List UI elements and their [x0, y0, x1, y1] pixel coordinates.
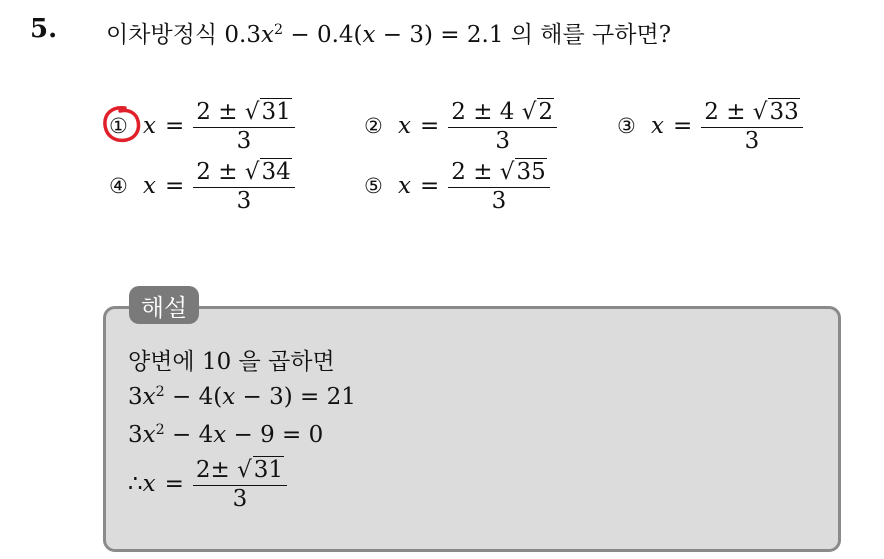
- choice-2[interactable]: [364, 98, 557, 154]
- answer-circle-mark: [101, 103, 143, 145]
- choice-1-var: x: [143, 113, 156, 139]
- solution-line-2: $3x^2 - 4(x - 3) = 21$: [128, 384, 356, 410]
- choice-3-label: ③: [617, 114, 636, 138]
- choice-4-var: x: [143, 173, 156, 199]
- choice-5-equals: =: [419, 173, 440, 199]
- choice-5[interactable]: [364, 158, 550, 214]
- choice-2-equals: =: [419, 113, 440, 139]
- choice-3-fraction: $\frac{2 \pm √33}{3}$: [701, 98, 802, 154]
- choice-1-label: ①: [109, 114, 128, 138]
- choice-2-fraction: $\frac{2 \pm 4 √2}{3}$: [448, 98, 557, 154]
- choice-5-fraction: $\frac{2 \pm √35}{3}$: [448, 158, 549, 214]
- choice-2-var: x: [398, 113, 411, 139]
- solution-line-3: $3x^2 - 4x - 9 = 0$: [128, 422, 324, 448]
- solution-tag: 해설: [129, 286, 199, 324]
- choice-4-fraction: $\frac{2 \pm √34}{3}$: [193, 158, 294, 214]
- choice-1-fraction: $\frac{2 \pm √31}{3}$: [193, 98, 294, 154]
- choice-4-label: ④: [109, 174, 128, 198]
- choice-4-equals: =: [164, 173, 185, 199]
- choice-5-label: ⑤: [364, 174, 383, 198]
- choice-4[interactable]: [109, 158, 295, 214]
- solution-line-1: 양변에 10 을 곱하면: [128, 349, 335, 375]
- choice-2-label: ②: [364, 114, 383, 138]
- choice-3-var: x: [651, 113, 664, 139]
- solution-fraction: $\frac{2\pm √31}{3}$: [193, 456, 287, 512]
- question-number: 5.: [30, 14, 58, 44]
- choice-3-equals: =: [672, 113, 693, 139]
- choice-5-var: x: [398, 173, 411, 199]
- question-text: 이차방정식 $0.3x^2 - 0.4(x - 3) = 2.1$ 의 해를 구하면?: [106, 22, 672, 48]
- choice-3[interactable]: [617, 98, 803, 154]
- solution-line-4: ∴ x = $\frac{2\pm √31}{3}$: [128, 456, 287, 512]
- choice-1-equals: =: [164, 113, 185, 139]
